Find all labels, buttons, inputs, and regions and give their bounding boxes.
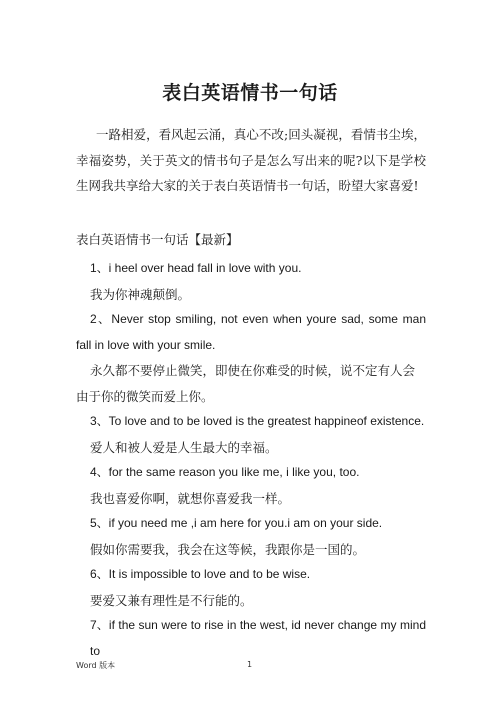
- english-line: 7、if the sun were to rise in the west, id never change my mind to: [90, 618, 426, 658]
- english-line: 5、if you need me ,i am here for you.i am on your side.: [90, 516, 383, 530]
- english-line: 2、Never stop smiling, not even when youre sad, some man fall in love with your smile.: [76, 312, 426, 352]
- footer-label: Word 版本: [76, 661, 116, 670]
- chinese-line: 爱人和被人爱是人生最大的幸福。: [90, 439, 278, 455]
- page-title: 表白英语情书一句话: [162, 82, 338, 104]
- chinese-line: 永久都不要停止微笑，即使在你难受的时候，说不定有人会由于你的微笑而爱上你。: [76, 363, 416, 404]
- chinese-line: 我也喜爱你啊，就想你喜爱我一样。: [90, 490, 291, 506]
- intro-paragraph: 一路相爱，看风起云涌，真心不改;回头凝视，看情书尘埃，幸福姿势，关于英文的情书句子是怎么写出来的呢?以下是学校生网我共享给大家的关于表白英语情书一句话，盼望大家喜爱!: [76, 127, 426, 193]
- english-line: 3、To love and to be loved is the greatest happineof existence.: [90, 414, 425, 428]
- english-line: 4、for the same reason you like me, i like you, too.: [90, 465, 360, 479]
- document-body: [76, 256, 426, 664]
- english-line: 1、i heel over head fall in love with you.: [90, 261, 302, 275]
- chinese-line: 要爱又兼有理性是不行能的。: [90, 592, 253, 608]
- english-line: 6、It is impossible to love and to be wise.: [90, 567, 311, 581]
- section-heading: 表白英语情书一句话【最新】: [76, 232, 239, 247]
- chinese-line: 我为你神魂颠倒。: [90, 286, 191, 302]
- chinese-line: 假如你需要我，我会在这等候，我跟你是一国的。: [90, 541, 366, 557]
- page-number: 1: [247, 660, 253, 669]
